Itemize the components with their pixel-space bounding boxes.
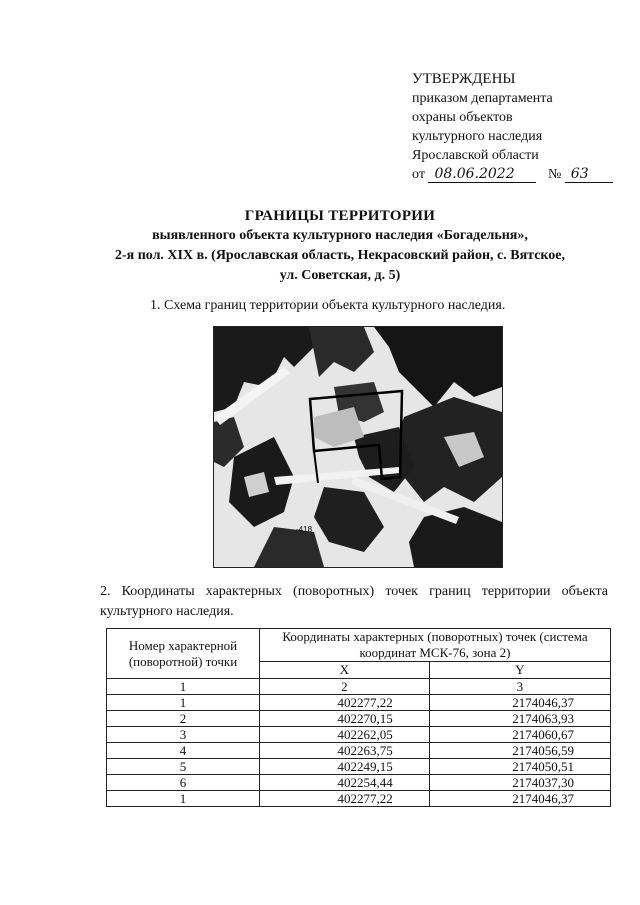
heading-line: ул. Советская, д. 5) xyxy=(279,268,401,283)
table-row xyxy=(107,727,611,743)
territory-map xyxy=(213,326,503,568)
approval-line: охраны объектов xyxy=(412,110,513,125)
approval-block xyxy=(412,70,612,184)
point-cell: 2 xyxy=(107,711,260,727)
x-cell: 402277,22 xyxy=(260,695,430,711)
x-cell: 402270,15 xyxy=(260,711,430,727)
y-cell: 2174046,37 xyxy=(429,791,610,807)
document-heading xyxy=(40,206,640,286)
handwritten-number: 63 xyxy=(565,167,613,183)
parcel-label: -418 xyxy=(296,525,313,534)
point-cell: 5 xyxy=(107,759,260,775)
approval-date-line xyxy=(412,165,612,184)
x-cell: 402277,22 xyxy=(260,791,430,807)
x-cell: 402249,15 xyxy=(260,759,430,775)
table-row xyxy=(107,695,611,711)
number-sign: № xyxy=(547,167,562,182)
coordinates-table xyxy=(106,628,611,807)
table-row xyxy=(107,743,611,759)
handwritten-date: 08.06.2022 xyxy=(428,167,536,183)
heading-title: ГРАНИЦЫ ТЕРРИТОРИИ xyxy=(244,208,436,224)
point-cell: 4 xyxy=(107,743,260,759)
y-cell: 2174060,67 xyxy=(429,727,610,743)
heading-line: 2-я пол. XIX в. (Ярославская область, Некрасовский район, с. Вятское, xyxy=(114,248,566,263)
y-cell: 2174046,37 xyxy=(429,695,610,711)
x-cell: 402263,75 xyxy=(260,743,430,759)
x-cell: 402262,05 xyxy=(260,727,430,743)
section-1-text: 1. Схема границ территории объекта культурного наследия. xyxy=(150,298,506,313)
approval-line: Ярославской области xyxy=(412,148,539,163)
section-2-text: 2. Координаты характерных (поворотных) точек границ территории объекта культурного наследия. xyxy=(100,584,608,619)
col-header-coords: Координаты характерных (поворотных) точек (система координат МСК-76, зона 2) xyxy=(260,629,611,662)
point-cell: 3 xyxy=(107,727,260,743)
y-cell: 2174050,51 xyxy=(429,759,610,775)
point-cell: 1 xyxy=(107,695,260,711)
col-header-point: Номер характерной (поворотной) точки xyxy=(107,629,260,679)
x-cell: 402254,44 xyxy=(260,775,430,791)
col-header-x: X xyxy=(260,662,430,679)
heading-line: выявленного объекта культурного наследия «Богадельня», xyxy=(152,228,528,243)
approval-line: культурного наследия xyxy=(412,129,543,144)
table-row xyxy=(107,759,611,775)
index-cell: 3 xyxy=(429,679,610,695)
index-cell: 2 xyxy=(260,679,430,695)
col-header-y: Y xyxy=(429,662,610,679)
index-cell: 1 xyxy=(107,679,260,695)
point-cell: 1 xyxy=(107,791,260,807)
y-cell: 2174056,59 xyxy=(429,743,610,759)
table-row xyxy=(107,791,611,807)
approval-title: УТВЕРЖДЕНЫ xyxy=(412,71,516,87)
y-cell: 2174037,30 xyxy=(429,775,610,791)
date-prefix: от xyxy=(412,167,425,182)
approval-line: приказом департамента xyxy=(412,91,553,106)
table-row xyxy=(107,711,611,727)
index-row xyxy=(107,679,611,695)
aerial-map-image xyxy=(214,327,502,567)
point-cell: 6 xyxy=(107,775,260,791)
table-row xyxy=(107,775,611,791)
y-cell: 2174063,93 xyxy=(429,711,610,727)
